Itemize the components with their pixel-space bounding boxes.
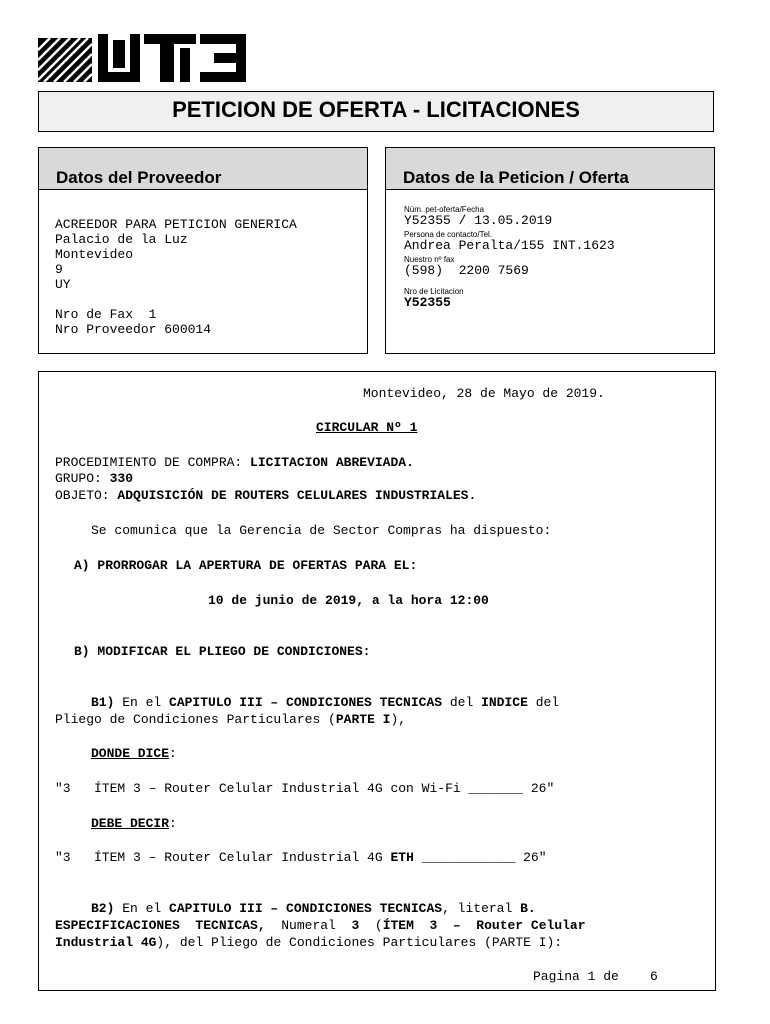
b1-line-1 [91, 695, 559, 710]
object-line [55, 488, 476, 503]
b2-literal: B. [520, 901, 536, 916]
b1-text: del [527, 695, 560, 710]
provider-number: Nro Proveedor 600014 [55, 322, 212, 337]
circular-number: CIRCULAR Nº 1 [316, 420, 418, 435]
request-panel [385, 147, 715, 354]
new-item-line [55, 850, 547, 865]
provider-line: Montevideo [55, 247, 134, 262]
ute-logo [38, 34, 248, 84]
section-a: A) PRORROGAR LA APERTURA DE OFERTAS PARA EL: [74, 558, 418, 573]
where-says-line [91, 746, 177, 761]
b2-specs: ESPECIFICACIONES TECNICAS, [55, 918, 266, 933]
procedure-label: PROCEDIMIENTO DE COMPRA: [55, 455, 251, 470]
b1-chapter: CAPITULO III – CONDICIONES TECNICAS [169, 695, 443, 710]
request-header: Datos de la Peticion / Oferta [386, 148, 714, 190]
b2-text: ( [359, 918, 383, 933]
group-label: GRUPO: [55, 471, 110, 486]
circular-title [316, 420, 417, 435]
b1-part: PARTE I [335, 712, 391, 727]
where-says-label: DONDE DICE [91, 746, 170, 761]
b2-text: ), del Pliego de Condiciones Particulares (PARTE I): [156, 935, 563, 950]
b1-text: del [442, 695, 482, 710]
provider-line: 9 [55, 262, 63, 277]
b1-label: B1) [91, 695, 115, 710]
b2-item: ÍTEM 3 – Router Celular [382, 918, 586, 933]
new-item-eth: ETH [390, 850, 414, 865]
contact-value: Andrea Peralta/155 INT.1623 [404, 238, 615, 253]
b2-line-1 [91, 901, 536, 916]
b2-text: Numeral [265, 918, 352, 933]
must-say-line [91, 816, 177, 831]
b2-chapter: CAPITULO III – CONDICIONES TECNICAS [169, 901, 443, 916]
tender-value: Y52355 [404, 295, 451, 310]
new-item-text: ____________ 26" [413, 850, 547, 865]
b1-index: INDICE [481, 695, 528, 710]
request-number-label: Núm. pet-oferta/Fecha [404, 205, 485, 214]
old-item-line: "3 ÍTEM 3 – Router Celular Industrial 4G con Wi-Fi _______ 26" [55, 781, 555, 796]
b2-line-2 [55, 918, 586, 933]
object-value: ADQUISICIÓN DE ROUTERS CELULARES INDUSTRIALES. [117, 488, 477, 503]
circular-body [38, 371, 716, 991]
b1-text: ), [390, 712, 407, 727]
procedure-value: LICITACION ABREVIADA. [250, 455, 414, 470]
intro-line: Se comunica que la Gerencia de Sector Compras ha dispuesto: [91, 523, 552, 538]
new-opening-date: 10 de junio de 2019, a la hora 12:00 [208, 593, 489, 608]
tender-label: Nro de Licitacion [404, 287, 464, 296]
request-number-value: Y52355 / 13.05.2019 [404, 213, 553, 228]
object-label: OBJETO: [55, 488, 118, 503]
b2-label: B2) [91, 901, 115, 916]
provider-line: UY [55, 277, 71, 292]
b1-text: Pliego de Condiciones Particulares ( [55, 712, 336, 727]
fax-value: (598) 2200 7569 [404, 263, 529, 278]
b2-industrial: Industrial 4G [55, 935, 157, 950]
request-details [404, 205, 615, 312]
provider-fax: Nro de Fax 1 [55, 307, 157, 322]
b1-text: En el [114, 695, 170, 710]
b2-text: En el [114, 901, 170, 916]
provider-line: Palacio de la Luz [55, 232, 188, 247]
colon: : [169, 816, 177, 831]
b2-line-3 [55, 935, 562, 950]
contact-label: Persona de contacto/Tel. [404, 230, 493, 239]
fax-label: Nuestro nº fax [404, 255, 455, 264]
b2-numeral: 3 [351, 918, 360, 933]
new-item-text: "3 ÍTEM 3 – Router Celular Industrial 4G [55, 850, 391, 865]
must-say-label: DEBE DECIR [91, 816, 170, 831]
group-line [55, 471, 133, 486]
page-title: PETICION DE OFERTA - LICITACIONES [172, 97, 580, 122]
date-line: Montevideo, 28 de Mayo de 2019. [363, 386, 605, 401]
title-box [38, 91, 714, 132]
provider-panel [38, 147, 368, 354]
colon: : [169, 746, 177, 761]
section-b: B) MODIFICAR EL PLIEGO DE CONDICIONES: [74, 644, 371, 659]
provider-header: Datos del Proveedor [39, 148, 367, 190]
provider-line: ACREEDOR PARA PETICION GENERICA [55, 217, 297, 232]
provider-address [55, 217, 297, 337]
procedure-line [55, 455, 414, 470]
b2-text: , literal [442, 901, 521, 916]
group-value: 330 [109, 471, 134, 486]
b1-line-2 [55, 712, 406, 727]
page-number: Pagina 1 de 6 [533, 969, 658, 984]
